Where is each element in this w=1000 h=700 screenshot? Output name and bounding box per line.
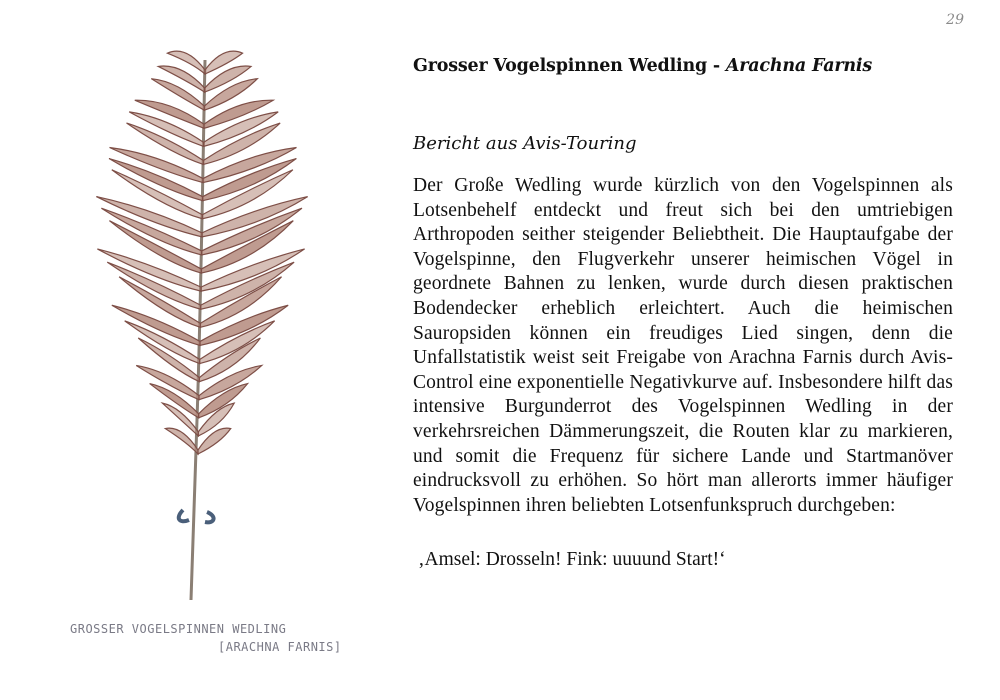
fern-frond-illustration — [55, 40, 355, 620]
article-body: Der Große Wedling wurde kürzlich von den Vogelspinnen als Lotsenbehelf entdeckt und freut sich bei den umtriebigen Arthropoden seither steigender Beliebtheit. Die Hauptaufgabe der Vogelspinne, den Flugverkehr unserer heimischen Vögel in geordnete Bahnen zu lenken, wurde durch diesen praktischen Bodendecker erheblich erleichtert. Auch die heimischen Sauropsiden können ein freudiges Lied singen, denn die Unfallstatistik weist seit Freigabe von Arachna Farnis durch Avis-Control eine exponentielle Negativkurve auf. Insbesondere hilft das intensive Burgunderrot des Vogelspinnen Wedling in der verkehrsreichen Dämmerungszeit, die Routen klar zu markieren, und somit die Frequenz für sichere Lande und Startmanöver eindrucksvoll zu erhöhen. So hört man allerorts immer häufiger Vogelspinnen ihren beliebten Lotsenfunkspruch durchgeben: — [413, 175, 953, 516]
article-quote: ‚Amsel: Drosseln! Fink: uuuund Start!‘ — [418, 549, 726, 571]
article-subtitle: Bericht aus Avis-Touring — [413, 133, 637, 154]
title-latin: Arachna Farnis — [725, 56, 873, 76]
caption-latin-name: [ARACHNA FARNIS] — [218, 640, 342, 654]
title-main: Grosser Vogelspinnen Wedling - — [413, 56, 726, 76]
frond-leaf — [165, 428, 198, 454]
caption-common-name: GROSSER VOGELSPINNEN WEDLING — [70, 622, 287, 636]
fern-frond-icon — [96, 51, 307, 600]
article — [413, 52, 953, 572]
page-number: 29 — [946, 12, 964, 28]
article-title — [413, 52, 953, 80]
illustration-caption — [70, 622, 370, 654]
